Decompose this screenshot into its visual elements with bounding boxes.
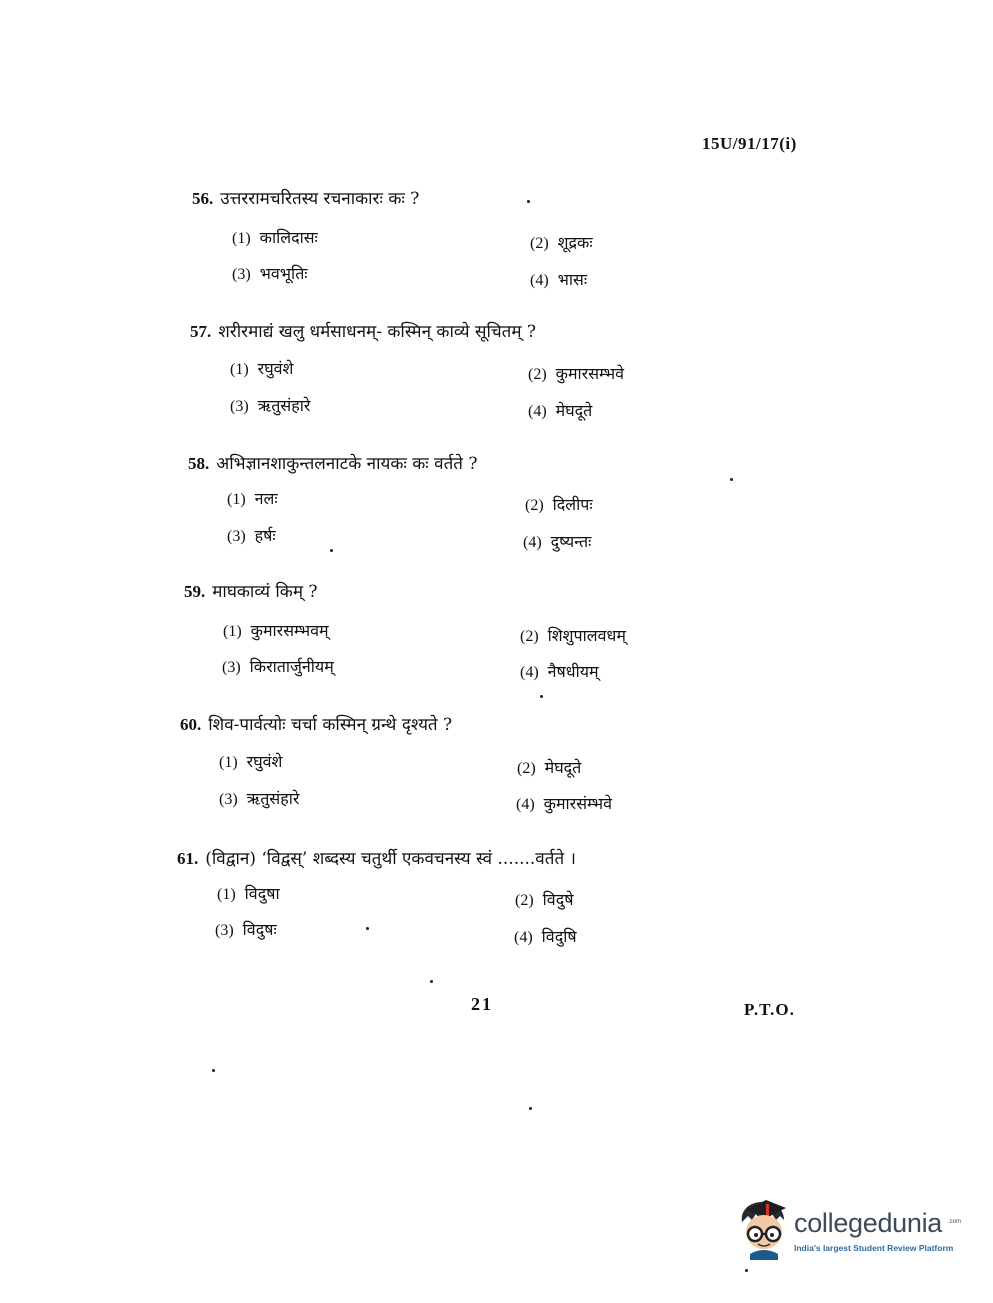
option-57-2: (2) कुमारसम्भवे [528,364,624,383]
question-text: अभिज्ञानशाकुन्तलनाटके नायकः कः वर्तते ? [216,454,478,474]
question-59 [184,579,318,602]
question-number: 56. [192,189,214,208]
option-60-4: (4) कुमारसंम्भवे [516,794,612,813]
option-60-1: (1) रघुवंशे [219,752,283,771]
question-number: 60. [180,715,202,734]
scan-speck [745,1269,748,1272]
question-text: (विद्वान) ‘विद्वस्’ शब्दस्य चतुर्थी एकवचनस्य स्वं .......वर्तते । [205,849,576,869]
scan-speck [330,549,333,552]
option-56-4: (4) भासः [530,270,588,289]
collegedunia-logo [736,1196,966,1266]
paper-code: 15U/91/17(i) [702,134,797,153]
scan-speck [730,478,733,481]
option-59-2: (2) शिशुपालवधम् [520,626,626,645]
question-number: 57. [190,322,212,341]
question-text: उत्तररामचरितस्य रचनाकारः कः ? [220,189,420,209]
question-text: शरीरमाद्यं खलु धर्मसाधनम्- कस्मिन् काव्ये सूचितम् ? [218,322,537,342]
mascot-icon [736,1196,792,1260]
question-text: माघकाव्यं किम् ? [212,582,318,602]
question-text: शिव-पार्वत्योः चर्चा कस्मिन् ग्रन्थे दृश्यते ? [208,715,453,735]
page-number: 21 [471,994,493,1014]
brand-tagline: India's largest Student Review Platform [794,1243,954,1253]
option-56-2: (2) शूद्रकः [530,233,593,252]
question-60 [180,712,452,735]
option-61-4: (4) विदुषि [514,927,577,946]
scan-speck [529,1107,532,1110]
question-number: 58. [188,454,210,473]
option-59-3: (3) किरातार्जुनीयम् [222,657,334,676]
scan-speck [366,927,369,930]
option-58-2: (2) दिलीपः [525,495,593,514]
option-56-3: (3) भवभूतिः [232,264,308,283]
brand-domain: .com [948,1219,962,1225]
brand-name: collegedunia [794,1208,943,1238]
option-57-4: (4) मेघदूते [528,401,593,420]
option-60-2: (2) मेघदूते [517,758,582,777]
option-58-1: (1) नलः [227,489,278,508]
question-number: 59. [184,582,206,601]
option-56-1: (1) कालिदासः [232,228,318,247]
question-number: 61. [177,849,199,868]
scan-speck [212,1069,215,1072]
option-61-1: (1) विदुषा [217,884,280,903]
option-59-4: (4) नैषधीयम् [520,662,599,681]
question-61 [177,846,576,869]
option-59-1: (1) कुमारसम्भवम् [223,621,329,640]
scan-speck [527,200,530,203]
option-58-3: (3) हर्षः [227,526,276,545]
option-61-3: (3) विदुषः [215,920,277,939]
question-58 [188,451,478,474]
scan-speck [430,980,433,983]
option-57-1: (1) रघुवंशे [230,359,294,378]
question-56 [192,186,419,209]
option-61-2: (2) विदुषे [515,890,574,909]
scan-speck [540,695,543,698]
option-58-4: (4) दुष्यन्तः [523,532,592,551]
option-60-3: (3) ऋतुसंहारे [219,789,300,808]
pto-label: P.T.O. [744,1000,795,1019]
option-57-3: (3) ऋतुसंहारे [230,396,311,415]
question-57 [190,319,536,342]
